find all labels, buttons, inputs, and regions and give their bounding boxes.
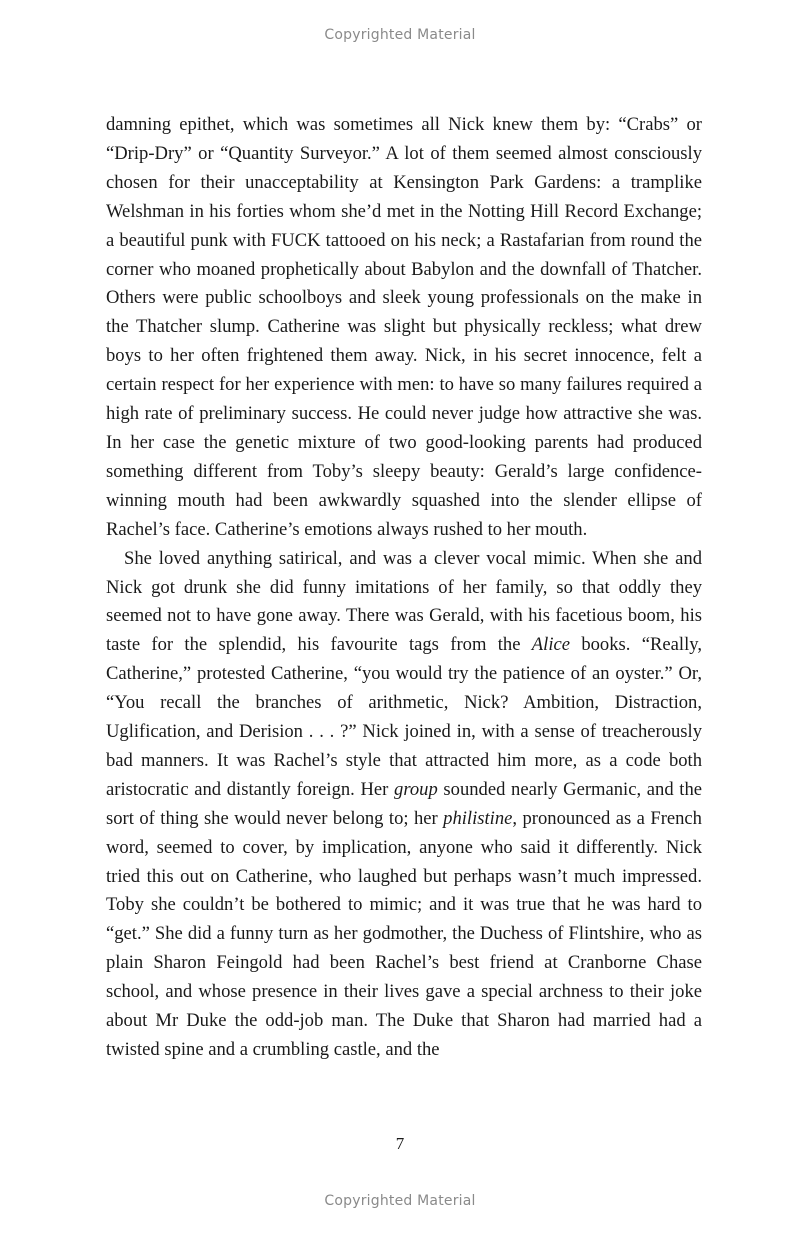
italic-word-philistine: philistine	[443, 807, 513, 829]
copyright-watermark-top: Copyrighted Material	[324, 27, 476, 43]
page-body-text	[106, 111, 702, 1065]
paragraph-text: books. “Really, Catherine,” protested Catherine, “you would try the patience of an oyster.” Or, “You recall the branches of arithmetic, Nick? Ambition, Distraction, Uglification, and Derision . . . ?” Nick joined in, with a sense of treacherously bad manners. It was Rachel’s style that attracted him more, as a code both aristocratic and distantly foreign. Her	[106, 634, 702, 800]
paragraph-text: She loved anything satirical, and was a clever vocal mimic. When she and Nick got drunk she did funny imitations of her family, so that oddly they seemed not to have gone away. There was Gerald, with his facetious boom, his taste for the splendid, his favourite tags from the	[106, 547, 702, 656]
italic-word-group: group	[394, 778, 438, 800]
italic-title-alice: Alice	[531, 634, 570, 656]
paragraph-text: sounded nearly Germanic, and the sort of thing she would never belong to; her	[106, 778, 703, 829]
paragraph-text: , pronounced as a French word, seemed to cover, by implication, anyone who said it differently. Nick tried this out on Catherine, who laughed but perhaps wasn’t much impressed. Toby she couldn’t be bothered to mimic; and it was true that he was hard to “get.” She did a funny turn as her godmother, the Duchess of Flintshire, who as plain Sharon Feingold had been Rachel’s best friend at Cranborne Chase school, and whose presence in their lives gave a special archness to their joke about Mr Duke the odd-job man. The Duke that Sharon had married had a twisted spine and a crumbling castle, and the	[106, 807, 702, 1060]
paragraph-2	[106, 545, 702, 1065]
page-number: 7	[395, 1134, 405, 1153]
copyright-watermark-bottom: Copyrighted Material	[324, 1193, 476, 1209]
paragraph-1	[106, 111, 702, 545]
paragraph-text: damning epithet, which was sometimes all Nick knew them by: “Crabs” or “Drip-Dry” or “Quantity Surveyor.” A lot of them seemed almost consciously chosen for their unacceptability at Kensington Park Gardens: a tramplike Welshman in his forties whom she’d met in the Notting Hill Record Exchange; a beautiful punk with FUCK tattooed on his neck; a Rastafarian from round the corner who moaned prophetically about Babylon and the downfall of Thatcher. Others were public schoolboys and sleek young professionals on the make in the Thatcher slump. Catherine was slight but physically reckless; what drew boys to her often frightened them away. Nick, in his secret innocence, felt a certain respect for her experience with men: to have so many failures required a high rate of preliminary success. He could never judge how attractive she was. In her case the genetic mixture of two good-looking parents had produced something different from Toby’s sleepy beauty: Gerald’s large confidence-winning mouth had been awkwardly squashed into the slender ellipse of Rachel’s face. Catherine’s emotions always rushed to her mouth.	[106, 114, 702, 540]
